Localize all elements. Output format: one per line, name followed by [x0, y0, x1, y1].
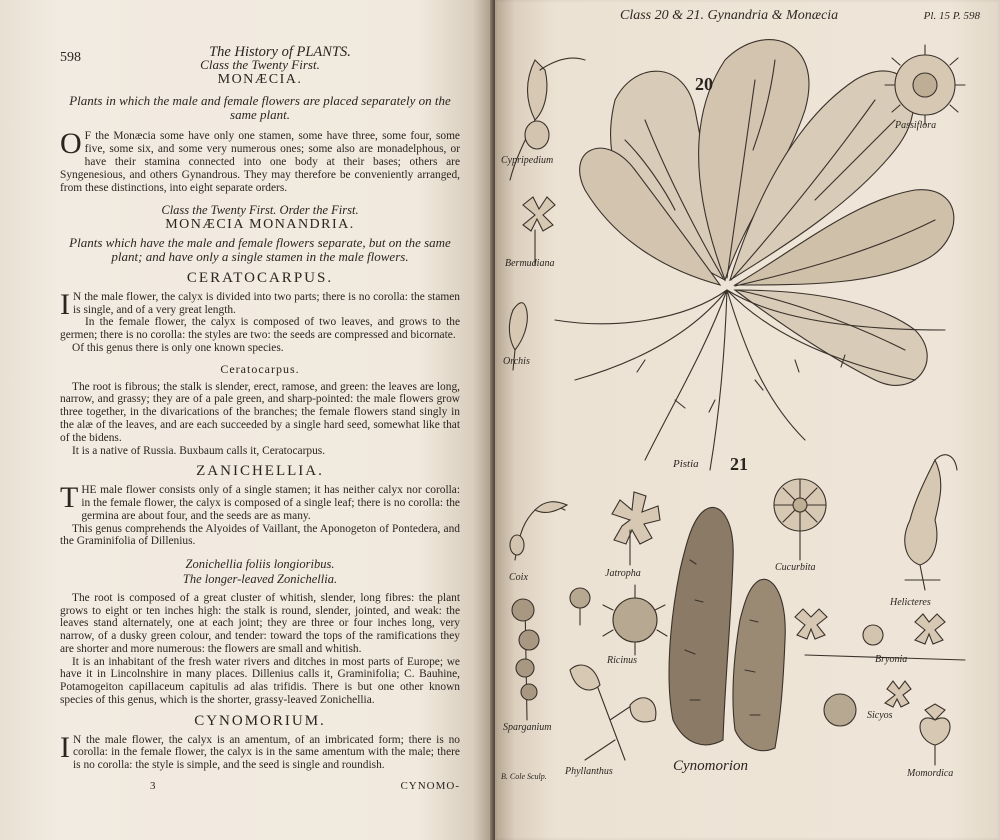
- paragraph: In the female flower, the calyx is composed of two leaves, and grows to the germen; there is no corolla: the styles are two: the seeds are compressed and bicornate.: [60, 316, 460, 342]
- page-number: 598: [60, 50, 81, 65]
- species-english: The longer-leaved Zonichellia.: [182, 571, 338, 586]
- plate-page: [495, 0, 1000, 840]
- class-heading: Class the Twenty First.: [200, 56, 320, 72]
- class-name: MONÆCIA.: [217, 71, 303, 87]
- label-coix: Coix: [509, 572, 528, 583]
- plate-title: Class 20 & 21. Gynandria & Monæcia: [620, 8, 839, 23]
- species-title: Ceratocarpus.: [220, 361, 300, 376]
- label-bermudiana: Bermudiana: [505, 258, 555, 269]
- label-jatropha: Jatropha: [605, 568, 641, 579]
- label-sicyos: Sicyos: [867, 710, 893, 721]
- paragraph: Of this genus there is only one known species.: [72, 341, 284, 354]
- label-helicteres: Helicteres: [890, 597, 931, 608]
- plate-number: Pl. 15 P. 598: [923, 10, 980, 22]
- text-block: [60, 46, 460, 772]
- label-ricinus: Ricinus: [607, 655, 637, 666]
- paragraph: N the male flower, the calyx is divided into two parts; there is no corolla: the stamen is single, and of a very great length.: [73, 290, 460, 316]
- paragraph: The root is composed of a great cluster of whitish, slender, long fibres: the plant grows to eight or ten inches high: the stalk is round, slender, jointed, and weak: the leaves stand alternately, one at each joint; they are three or four inches long, very narrow, of a dusky green colour, and tender: toward the tops of the ramifications they are shorter and more numerous: the flowers are small and whitish.: [60, 591, 460, 655]
- paragraph: It is an inhabitant of the fresh water rivers and ditches in most parts of Europe; we have it in Lincolnshire in many places. Dillenius calls it, Graminifolia; C. Bauhine, Potamogeiton capillaceum capitulis ad alas trifidis. There is but one other known species of this genus, which is the shorter, grassy-leaved Zonichellia.: [60, 655, 460, 707]
- class-description: Plants in which the male and female flowers are placed separately on the same plant.: [69, 93, 451, 123]
- order-heading: Class the Twenty First. Order the First.: [161, 203, 359, 218]
- ricinus-illustration: [603, 585, 667, 655]
- genus-title: CYNOMORIUM.: [194, 712, 326, 729]
- order-description: Plants which have the male and female flowers separate, but on the same plant; and have only a single stamen in the male flowers.: [69, 234, 451, 264]
- dropcap: O: [60, 127, 82, 161]
- figure-number: 20: [695, 74, 713, 94]
- cucurbita-illustration: [774, 479, 826, 560]
- label-cynomorion: Cynomorion: [673, 758, 748, 774]
- paragraph: It is a native of Russia. Buxbaum calls it, Ceratocarpus.: [72, 444, 326, 457]
- label-cypripedium: Cypripedium: [501, 155, 554, 166]
- label-momordica: Momordica: [907, 768, 954, 779]
- running-head: The History of PLANTS.: [209, 44, 351, 60]
- pistia-illustration: [555, 40, 954, 470]
- label-bryonia: Bryonia: [875, 654, 908, 665]
- order-name: MONÆCIA MONANDRIA.: [165, 217, 355, 233]
- label-cucurbita: Cucurbita: [775, 562, 816, 573]
- signature-mark: 3: [150, 780, 156, 792]
- genus-title: ZANICHELLIA.: [196, 463, 324, 480]
- genus-title: CERATOCARPUS.: [186, 269, 334, 286]
- figure-number: 21: [730, 454, 748, 474]
- label-pistia: Pistia: [673, 458, 699, 470]
- sparganium-illustration: [512, 599, 539, 720]
- left-page: [0, 0, 493, 840]
- jatropha-illustration: [612, 492, 660, 565]
- catchword: CYNOMO-: [400, 780, 460, 792]
- paragraph: HE male flower consists only of a single stamen; it has neither calyx nor corolla: in the female flower, the calyx is composed of a single leaf; there is no corolla: the germina are about four, and the seeds are as many.: [81, 484, 460, 522]
- ricinus-sprig-illustration: [570, 588, 590, 625]
- species-latin: Zonichellia foliis longioribus.: [185, 557, 335, 572]
- phyllanthus-illustration: [570, 665, 656, 760]
- paragraph: The root is fibrous; the stalk is slender, erect, ramose, and green: the leaves are long, narrow, and grassy; they are of a pale green, and sharp-pointed: the male flowers grow three together, in the divarications of the branches; the female flowers stand singly in the alæ of the leaves, and are each succeeded by a single hard seed, somewhat like that of the bidens.: [60, 380, 460, 444]
- bermudiana-illustration: [523, 197, 555, 265]
- helicteres-illustration: [905, 455, 957, 590]
- label-passiflora: Passiflora: [895, 120, 937, 131]
- bryonia-illustration: [795, 609, 965, 660]
- label-phyllanthus: Phyllanthus: [565, 766, 613, 777]
- paragraph: N the male flower, the calyx is an amentum, of an imbricated form; there is no corolla: in the female flower, the calyx is in the same amentum with the male; there is no corolla: the style is simple, and the seed is single and roundish.: [73, 733, 460, 772]
- dropcap: T: [60, 481, 79, 515]
- cynomorion-illustration: [669, 507, 785, 750]
- dropcap: I: [60, 287, 70, 321]
- engraver-credit: B. Cole Sculp.: [501, 772, 547, 781]
- momordica-illustration: [920, 704, 950, 765]
- intro-paragraph: F the Monæcia some have only one stamen, some have three, some four, some five, some six, and some very numerous ones; some also are monadelphous, or have their stamina connected into one body at their bases; others are Syngenesious, and others Gynandrous. They may therefore be conveniently arranged, from these distinctions, into eight separate orders.: [60, 130, 460, 194]
- coix-illustration: [510, 502, 567, 560]
- paragraph: This genus comprehends the Alyoides of Vaillant, the Aponogeton of Pontedera, and the Graminifolia of Dillenius.: [60, 522, 460, 548]
- label-orchis: Orchis: [503, 356, 530, 367]
- label-sparganium: Sparganium: [503, 722, 552, 733]
- dropcap: I: [60, 730, 70, 764]
